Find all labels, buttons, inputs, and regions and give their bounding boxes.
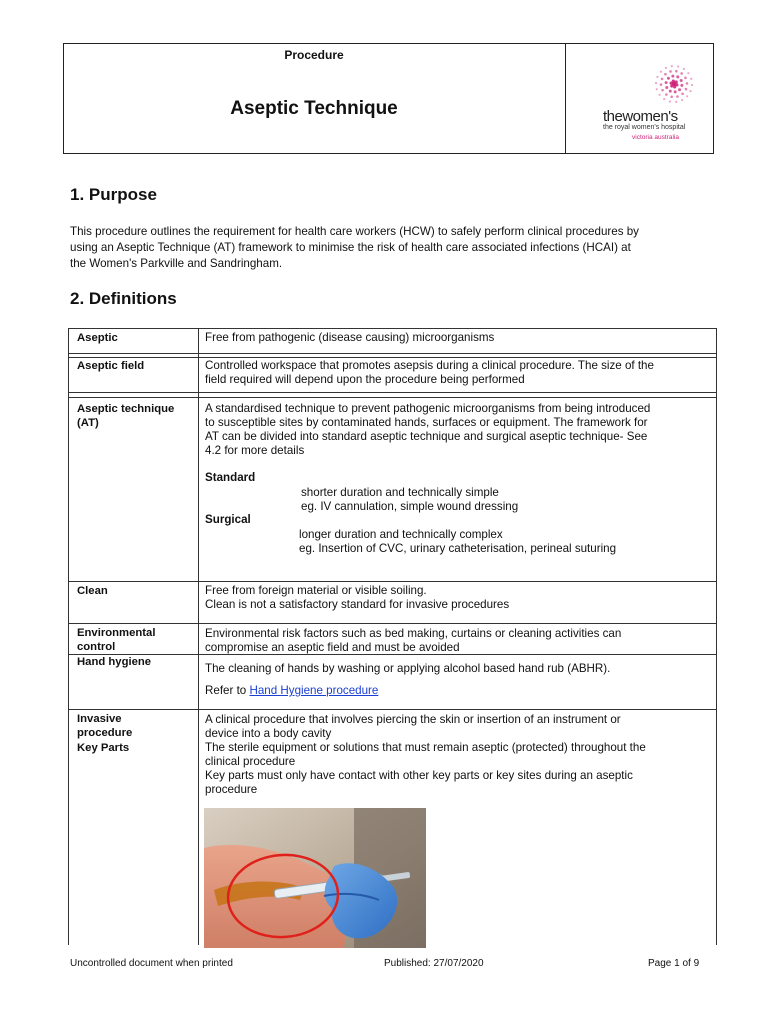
- purpose-line: This procedure outlines the requirement for health care workers (HCW) to safely perform clinical procedures by: [70, 225, 639, 238]
- surgical-details: longer duration and technically complex eg. Insertion of CVC, urinary catheterisation, perineal suturing: [299, 528, 617, 555]
- term-invasive-procedure: Invasive procedure: [77, 713, 133, 739]
- logo-wordmark: thewomen's: [603, 108, 678, 125]
- logo-location: victoria australia: [632, 134, 679, 141]
- header-divider: [565, 43, 566, 154]
- def-hand-hygiene: The cleaning of hands by washing or applying alcohol based hand rub (ABHR).: [205, 662, 611, 675]
- table-rule: [68, 397, 717, 398]
- womens-hospital-logo: [596, 64, 711, 144]
- table-rule: [68, 709, 717, 710]
- standard-label: Standard: [205, 471, 256, 484]
- term-environmental-control: Environmental control: [77, 627, 156, 653]
- term-aseptic-field: Aseptic field: [77, 360, 145, 372]
- definitions-heading: 2. Definitions: [70, 289, 177, 308]
- purpose-line: the Women's Parkville and Sandringham.: [70, 257, 283, 270]
- def-key-parts: The sterile equipment or solutions that must remain aseptic (protected) throughout the clinical procedure Key parts must only have contact with other key parts or key sites during an aseptic procedure: [205, 741, 646, 796]
- def-clean: Free from foreign material or visible soiling. Clean is not a satisfactory standard for invasive procedures: [205, 584, 510, 611]
- purpose-text: [70, 224, 715, 272]
- document-title: Aseptic Technique: [230, 98, 398, 119]
- term-hand-hygiene: Hand hygiene: [77, 656, 152, 668]
- hand-hygiene-procedure-link[interactable]: Hand Hygiene procedure: [249, 684, 379, 697]
- logo-subtitle: the royal women's hospital: [603, 124, 686, 131]
- purpose-heading: 1. Purpose: [70, 185, 157, 204]
- table-rule: [716, 328, 717, 945]
- surgical-label: Surgical: [205, 513, 251, 526]
- footer-published-date: Published: 27/07/2020: [384, 958, 484, 969]
- table-rule: [68, 623, 717, 624]
- document-type: Procedure: [284, 48, 344, 62]
- def-environmental-control: Environmental risk factors such as bed making, curtains or cleaning activities can compromise an aseptic field and must be avoided: [205, 627, 622, 654]
- def-aseptic-field: Controlled workspace that promotes asepsis during a clinical procedure. The size of the field required will depend upon the procedure being performed: [205, 359, 654, 386]
- def-invasive-procedure: A clinical procedure that involves piercing the skin or insertion of an instrument or device into a body cavity: [205, 713, 621, 740]
- table-rule: [68, 357, 717, 358]
- table-rule: [68, 328, 717, 329]
- table-rule: [68, 392, 717, 393]
- key-parts-photo: [204, 808, 426, 948]
- purpose-line: using an Aseptic Technique (AT) framework to minimise the risk of health care associated infections (HCAI) at: [70, 241, 631, 254]
- table-rule: [68, 353, 717, 354]
- term-key-parts: Key Parts: [77, 742, 130, 754]
- table-rule: [198, 328, 199, 945]
- footer-uncontrolled-note: Uncontrolled document when printed: [70, 958, 233, 969]
- term-clean: Clean: [77, 585, 108, 597]
- term-aseptic: Aseptic: [77, 332, 118, 344]
- hand-hygiene-reference: Refer to Hand Hygiene procedure: [205, 684, 379, 697]
- table-rule: [68, 328, 69, 945]
- standard-details: shorter duration and technically simple eg. IV cannulation, simple wound dressing: [301, 486, 519, 513]
- def-aseptic: Free from pathogenic (disease causing) microorganisms: [205, 331, 495, 344]
- term-aseptic-technique: Aseptic technique (AT): [77, 403, 175, 429]
- footer-page-number: Page 1 of 9: [648, 958, 700, 969]
- def-aseptic-technique: A standardised technique to prevent pathogenic microorganisms from being introduced to susceptible sites by contaminated hands, surfaces or equipment. The framework for AT can be divided into standard aseptic technique and surgical aseptic technique- See 4.2 for more details: [205, 402, 651, 457]
- table-rule: [68, 581, 717, 582]
